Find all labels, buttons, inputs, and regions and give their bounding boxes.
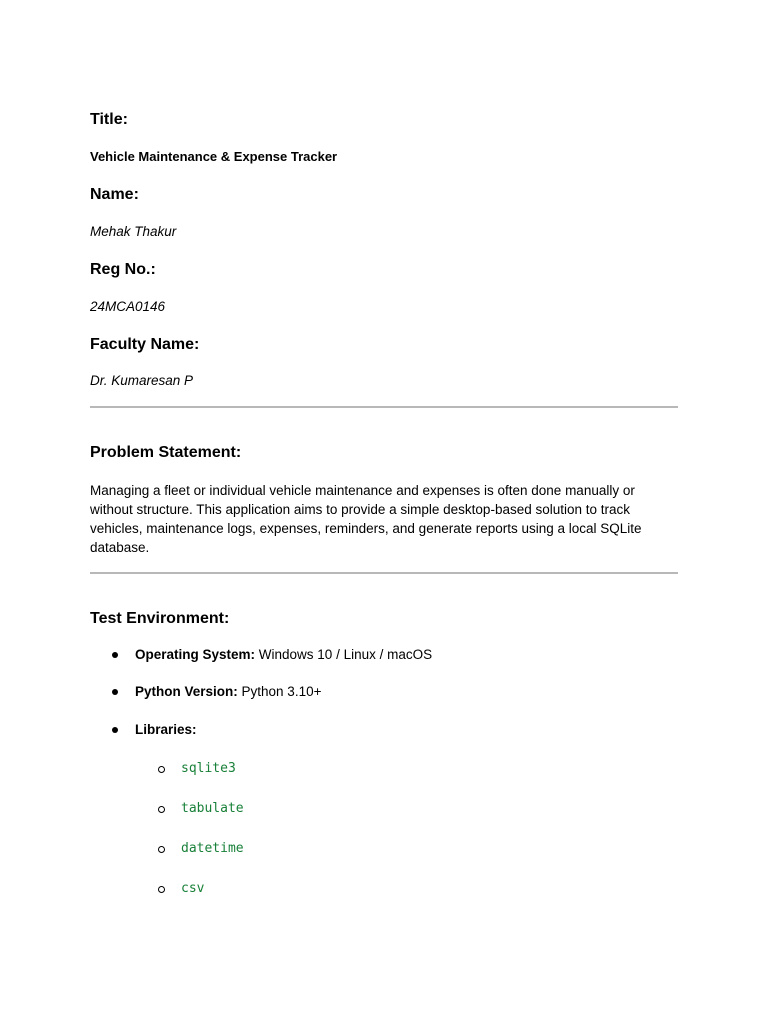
item-label: Operating System: (135, 647, 256, 662)
faculty-value: Dr. Kumaresan P (90, 373, 194, 388)
library-name: csv (181, 881, 205, 896)
problem-line: without structure. This application aims to provide a simple desktop-based solution to track (90, 502, 631, 517)
item-value: Python 3.10+ (237, 684, 322, 699)
item-label: Python Version: (135, 684, 238, 699)
test-env-heading: Test Environment: (90, 610, 230, 627)
bullet-icon (112, 727, 118, 733)
problem-line: vehicles, maintenance logs, expenses, reminders, and generate reports using a local SQLite (90, 521, 642, 536)
item-value: Windows 10 / Linux / macOS (255, 647, 433, 662)
reg-no-heading: Reg No.: (90, 261, 156, 278)
title-heading: Title: (90, 111, 128, 128)
problem-paragraph (90, 481, 678, 557)
problem-line: Managing a fleet or individual vehicle maintenance and expenses is often done manually or (90, 483, 635, 498)
hollow-bullet-icon (158, 846, 165, 853)
library-name: tabulate (181, 801, 244, 816)
divider (90, 572, 678, 574)
reg-no-value: 24MCA0146 (90, 299, 166, 314)
hollow-bullet-icon (158, 766, 165, 773)
divider (90, 406, 678, 408)
bullet-icon (112, 652, 118, 658)
problem-line: database. (90, 540, 150, 555)
bullet-icon (112, 689, 118, 695)
library-name: datetime (181, 841, 244, 856)
library-name: sqlite3 (181, 761, 236, 776)
name-value: Mehak Thakur (90, 224, 177, 239)
title-value: Vehicle Maintenance & Expense Tracker (90, 149, 338, 164)
item-label: Libraries: (135, 722, 197, 737)
problem-heading: Problem Statement: (90, 444, 242, 461)
faculty-heading: Faculty Name: (90, 336, 200, 353)
hollow-bullet-icon (158, 886, 165, 893)
name-heading: Name: (90, 186, 139, 203)
hollow-bullet-icon (158, 806, 165, 813)
